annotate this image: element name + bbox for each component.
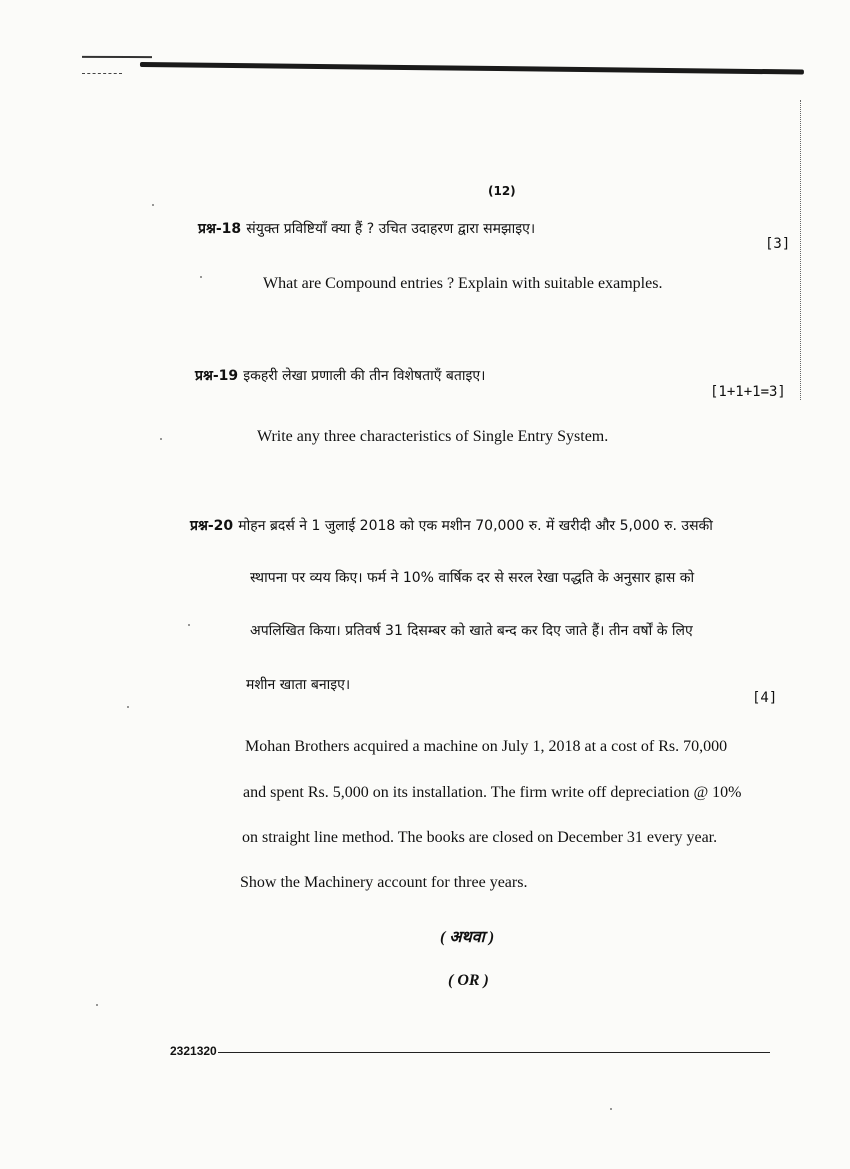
scan-edge-mark (82, 73, 122, 74)
question-19-marks: [1+1+1=3] (710, 384, 786, 400)
question-20-hindi-line-3: अपलिखित किया। प्रतिवर्ष 31 दिसम्बर को खाते बन्द कर दिए जाते हैं। तीन वर्षों के लिए (250, 623, 693, 639)
scan-speck (160, 438, 162, 440)
scan-top-border (140, 62, 804, 75)
question-20-english-line-1: Mohan Brothers acquired a machine on July 1, 2018 at a cost of Rs. 70,000 (245, 738, 728, 755)
scan-speck (200, 276, 202, 278)
footer-rule (218, 1052, 770, 1053)
question-20-marks: [4] (752, 690, 778, 706)
question-18-english: What are Compound entries ? Explain with suitable examples. (263, 275, 663, 292)
scan-speck (96, 1004, 98, 1006)
scan-speck (610, 1108, 612, 1110)
scan-speck (188, 624, 190, 626)
question-20-hindi-line-1 (190, 515, 713, 535)
scan-speck (127, 706, 129, 708)
question-20-hindi-line-4: मशीन खाता बनाइए। (246, 677, 351, 693)
question-18-hindi (198, 218, 535, 238)
question-text-hindi: संयुक्त प्रविष्टियाँ क्या हैं ? उचित उदाहरण द्वारा समझाइए। (246, 221, 536, 237)
scan-right-border (800, 100, 801, 400)
question-19-hindi (195, 365, 485, 385)
or-separator-hindi: ( अथवा ) (440, 929, 495, 946)
question-20-hindi-line-2: स्थापना पर व्यय किए। फर्म ने 10% वार्षिक दर से सरल रेखा पद्धति के अनुसार ह्रास को (250, 570, 695, 586)
paper-code: 2321320 (170, 1044, 217, 1058)
question-20-english-line-3: on straight line method. The books are closed on December 31 every year. (242, 829, 718, 846)
page-number: (12) (488, 184, 516, 198)
question-20-english-line-2: and spent Rs. 5,000 on its installation. The firm write off depreciation @ 10% (243, 784, 742, 801)
question-number: प्रश्न-19 (195, 368, 239, 384)
question-text-hindi: इकहरी लेखा प्रणाली की तीन विशेषताएँ बताइए। (243, 368, 486, 384)
scan-edge-mark (82, 56, 152, 58)
question-text-hindi: मोहन ब्रदर्स ने 1 जुलाई 2018 को एक मशीन 70,000 रु. में खरीदी और 5,000 रु. उसकी (238, 518, 713, 534)
or-separator-english: ( OR ) (448, 972, 489, 989)
question-number: प्रश्न-20 (190, 518, 234, 534)
question-18-marks: [3] (765, 236, 791, 252)
question-number: प्रश्न-18 (198, 221, 242, 237)
question-20-english-line-4: Show the Machinery account for three years. (240, 874, 528, 891)
scan-speck (152, 204, 154, 206)
question-19-english: Write any three characteristics of Single Entry System. (257, 428, 609, 445)
